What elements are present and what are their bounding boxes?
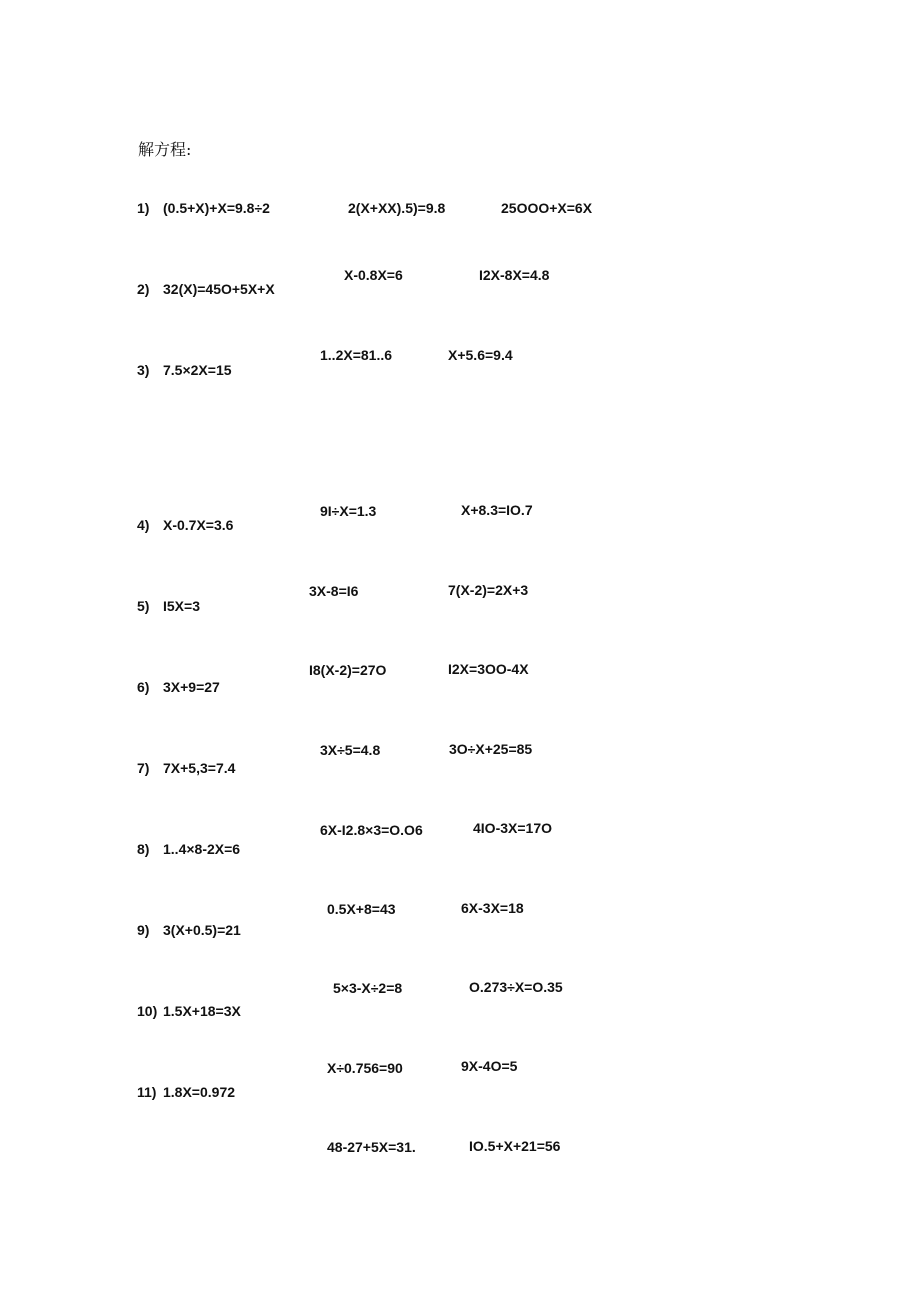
problem-2-a	[137, 280, 275, 298]
problem-number: 6)	[137, 679, 150, 695]
problem-1-c: 25OOO+X=6X	[501, 200, 593, 216]
equation: 7X+5,3=7.4	[163, 760, 236, 776]
problem-12-c: IO.5+X+21=56	[469, 1138, 561, 1154]
equation: 32(X)=45O+5X+X	[163, 281, 275, 297]
problem-8-b: 6X-I2.8×3=O.O6	[320, 822, 423, 838]
problem-number: 4)	[137, 517, 150, 533]
equation: 1.5X+18=3X	[163, 1003, 241, 1019]
problem-5-a	[137, 597, 200, 615]
problem-6-c: I2X=3OO-4X	[448, 661, 529, 677]
problem-9-b: 0.5X+8=43	[327, 901, 396, 917]
problem-3-c: X+5.6=9.4	[448, 347, 513, 363]
problem-4-b: 9I÷X=1.3	[320, 503, 377, 519]
problem-number: 7)	[137, 760, 150, 776]
problem-2-b: X-0.8X=6	[344, 267, 403, 283]
problem-4-c: X+8.3=IO.7	[461, 502, 533, 518]
equation: 7.5×2X=15	[163, 362, 232, 378]
problem-12-b: 48-27+5X=31.	[327, 1139, 416, 1155]
problem-11-b: X÷0.756=90	[327, 1060, 403, 1076]
problem-5-c: 7(X-2)=2X+3	[448, 582, 529, 598]
problem-10-a	[137, 1002, 241, 1020]
equation: I5X=3	[163, 598, 200, 614]
problem-10-c: O.273÷X=O.35	[469, 979, 563, 995]
equation: 1.8X=0.972	[163, 1084, 236, 1100]
problem-number: 11)	[137, 1084, 157, 1100]
problem-1-b: 2(X+XX).5)=9.8	[348, 200, 446, 216]
problem-number: 2)	[137, 281, 150, 297]
problem-4-a	[137, 516, 233, 534]
problem-number: 5)	[137, 598, 150, 614]
problem-number: 8)	[137, 841, 150, 857]
equation: 3X+9=27	[163, 679, 220, 695]
problem-5-b: 3X-8=I6	[309, 583, 359, 599]
problem-11-c: 9X-4O=5	[461, 1058, 518, 1074]
problem-number: 10)	[137, 1003, 158, 1019]
equation: (0.5+X)+X=9.8÷2	[163, 200, 270, 216]
problem-1-a	[137, 199, 270, 217]
problem-number: 3)	[137, 362, 150, 378]
problem-11-a	[137, 1083, 235, 1101]
problem-7-b: 3X÷5=4.8	[320, 742, 381, 758]
worksheet-title: 解方程:	[138, 140, 192, 159]
problem-7-a	[137, 759, 235, 777]
problem-9-a	[137, 921, 241, 939]
problem-3-a	[137, 361, 232, 379]
problem-number: 1)	[137, 200, 150, 216]
equation: 3(X+0.5)=21	[163, 922, 241, 938]
equation: X-0.7X=3.6	[163, 517, 234, 533]
problem-number: 9)	[137, 922, 150, 938]
problem-6-b: I8(X-2)=27O	[309, 662, 387, 678]
problem-2-c: I2X-8X=4.8	[479, 267, 550, 283]
equation: 1..4×8-2X=6	[163, 841, 241, 857]
problem-10-b: 5×3-X÷2=8	[333, 980, 403, 996]
problem-8-c: 4IO-3X=17O	[473, 820, 552, 836]
problem-3-b: 1..2X=81..6	[320, 347, 393, 363]
problem-9-c: 6X-3X=18	[461, 900, 524, 916]
problem-8-a	[137, 840, 240, 858]
problem-6-a	[137, 678, 220, 696]
problem-7-c: 3O÷X+25=85	[449, 741, 533, 757]
